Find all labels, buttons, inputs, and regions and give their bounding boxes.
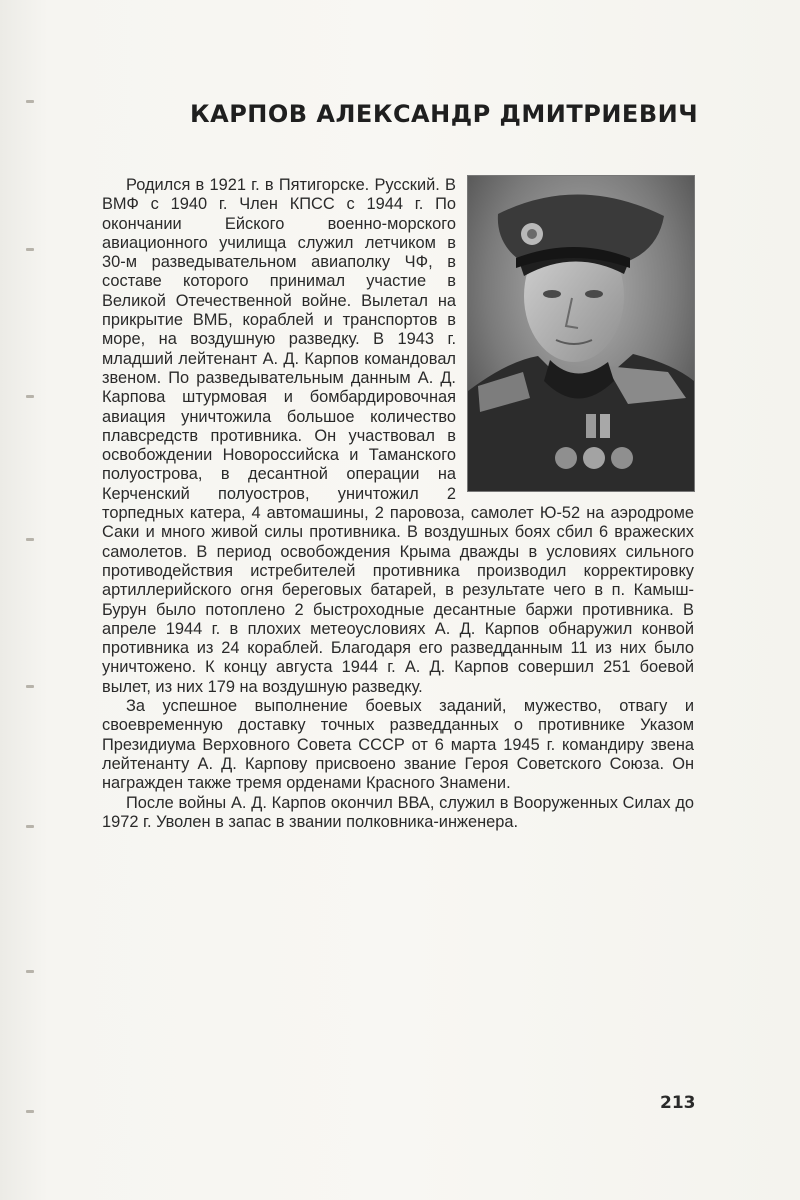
binding-edge (18, 80, 48, 1120)
paragraph-2: За успешное выполнение боевых заданий, мужество, отвагу и своевременную доставку точных разведданных о противнике Указом Президиума Верховного Совета СССР от 6 марта 1945 г. командиру звена лейтенанту А. Д. Карпову присвоено звание Героя Советского Союза. Он награжден также тремя орденами Красного Знамени. (102, 697, 694, 793)
portrait-illustration (468, 176, 694, 491)
page-title: КАРПОВ АЛЕКСАНДР ДМИТРИЕВИЧ (190, 100, 699, 128)
page-number: 213 (660, 1093, 696, 1113)
paragraph-3: После войны А. Д. Карпов окончил ВВА, служил в Вооруженных Силах до 1972 г. Уволен в запас в звании полковника-инженера. (102, 793, 694, 831)
paragraph-1: Родился в 1921 г. в Пятигорске. Русский. В ВМФ с 1940 г. Член КПСС с 1944 г. По окончании Ейского военно-морского авиационного училища служил летчиком в 30-м разведывательном авиаполку ЧФ, в составе которого принимал участие в Великой Отечественной войне. Вылетал на прикрытие ВМБ, кораблей и транспортов в море, на воздушную разведку. В 1943 г. младший лейтенант А. Д. Карпов командовал звеном. По разведывательным данным А. Д. Карпова штурмовая и бомбардировочная авиация уничтожила большое количество плавсредств противника. Он участвовал в освобождении Новороссийска и Таманского полуострова, в десантной операции на Керченский полуостров, уничтожил 2 торпедных катера, 4 автомашины, 2 паровоза, самолет Ю-52 на аэродроме Саки и много живой силы противника. В воздушных боях сбил 6 вражеских самолетов. В период освобождения Крыма дважды в условиях сильного противодействия истребителей противника производил корректировку артиллерийского огня береговых батарей, в результате чего в п. Камыш-Бурун было потоплено 2 быстроходные десантные баржи противника. В апреле 1944 г. в плохих метеоусловиях А. Д. Карпов обнаружил конвой противника из 24 кораблей. Благодаря его разведданным 11 из них было уничтожено. К концу августа 1944 г. А. Д. Карпов совершил 251 боевой вылет, из них 179 на воздушную разведку. (102, 176, 694, 696)
biography-text (102, 176, 694, 832)
portrait-photo (468, 176, 694, 491)
